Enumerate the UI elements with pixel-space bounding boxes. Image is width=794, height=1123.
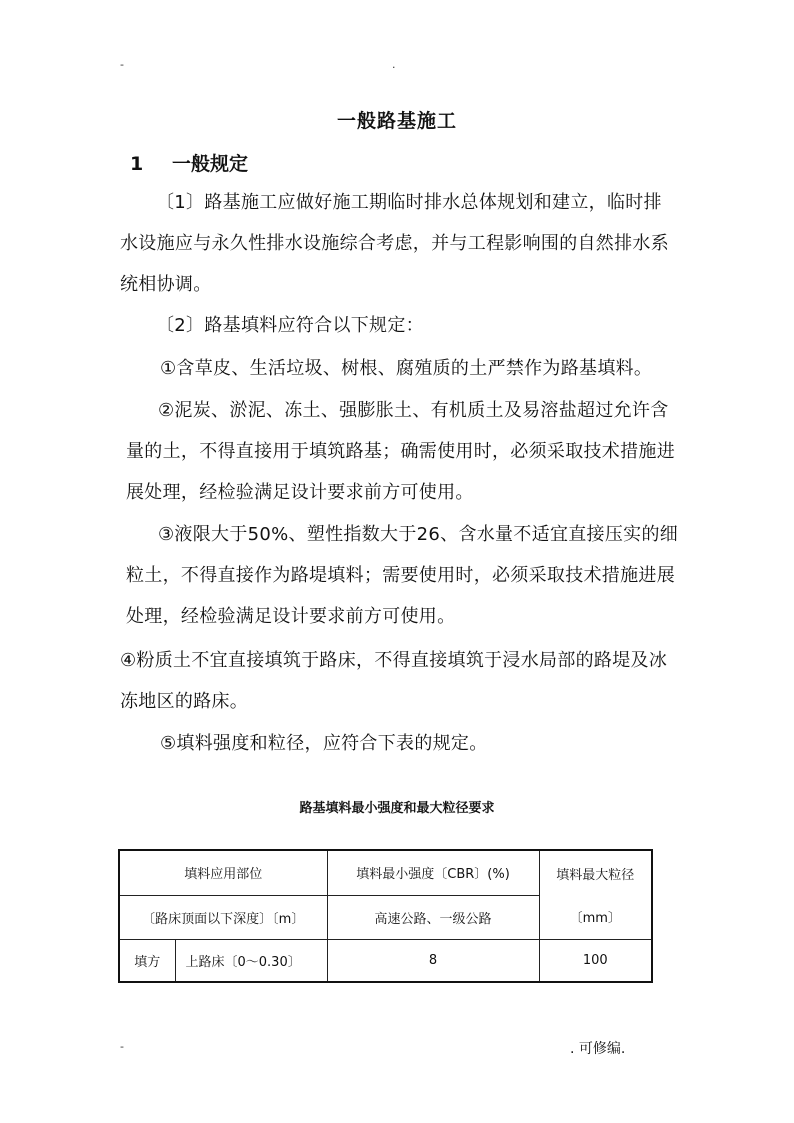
row-group-cell: 填方 <box>119 939 175 982</box>
footer-right-text: . 可修编. <box>570 1041 626 1057</box>
section-title: 一般规定 <box>172 153 249 175</box>
paragraph-1: 〔1〕路基施工应做好施工期临时排水总体规划和建立，临时排水设施应与永久性排水设施综合考虑，并与工程影响围的自然排水系统相协调。 <box>120 192 669 295</box>
table-head-row-1 <box>119 850 652 895</box>
header-center-mark: . <box>392 58 396 71</box>
row-part-cell: 上路床〔0～0.30〕 <box>175 939 327 982</box>
page-title: 一般路基施工 <box>336 110 457 132</box>
head-size-unit: 〔mm〕 <box>539 895 652 939</box>
head-cbr-label: 填料最小强度〔CBR〕(%) <box>327 850 539 895</box>
paragraph-3: ①含草皮、生活垃圾、树根、腐殖质的土严禁作为路基填料。 <box>160 358 653 379</box>
fill-requirements-table <box>118 849 653 983</box>
head-position-label: 填料应用部位 <box>119 850 327 895</box>
paragraph-4: ②泥炭、淤泥、冻土、强膨胀土、有机质土及易溶盐超过允许含量的土，不得直接用于填筑路基；确需使用时，必须采取技术措施进展处理，经检验满足设计要求前方可使用。 <box>126 400 675 503</box>
footer-left-mark: - <box>120 1040 124 1053</box>
paragraph-7: ⑤填料强度和粒径，应符合下表的规定。 <box>160 733 488 754</box>
head-size-label: 填料最大粒径 <box>539 850 652 895</box>
head-road-class-label: 高速公路、一级公路 <box>327 895 539 939</box>
paragraph-6: ④粉质土不宜直接填筑于路床，不得直接填筑于浸水局部的路堤及冰冻地区的路床。 <box>120 650 668 712</box>
paragraph-2: 〔2〕路基填料应符合以下规定： <box>156 315 424 336</box>
section-heading <box>130 149 248 176</box>
paragraph-5: ③液限大于50%、塑性指数大于26、含水量不适宜直接压实的细粒土，不得直接作为路堤填料；需要使用时，必须采取技术措施进展处理，经检验满足设计要求前方可使用。 <box>126 524 679 627</box>
head-depth-label: 〔路床顶面以下深度〕〔m〕 <box>119 895 327 939</box>
table-head-row-2 <box>119 895 652 939</box>
table-caption: 路基填料最小强度和最大粒径要求 <box>299 801 495 816</box>
row-cbr-cell: 8 <box>327 939 539 982</box>
table-row <box>119 939 652 982</box>
row-size-cell: 100 <box>539 939 652 982</box>
section-number: 1 <box>130 153 144 175</box>
header-left-mark: - <box>120 58 124 71</box>
